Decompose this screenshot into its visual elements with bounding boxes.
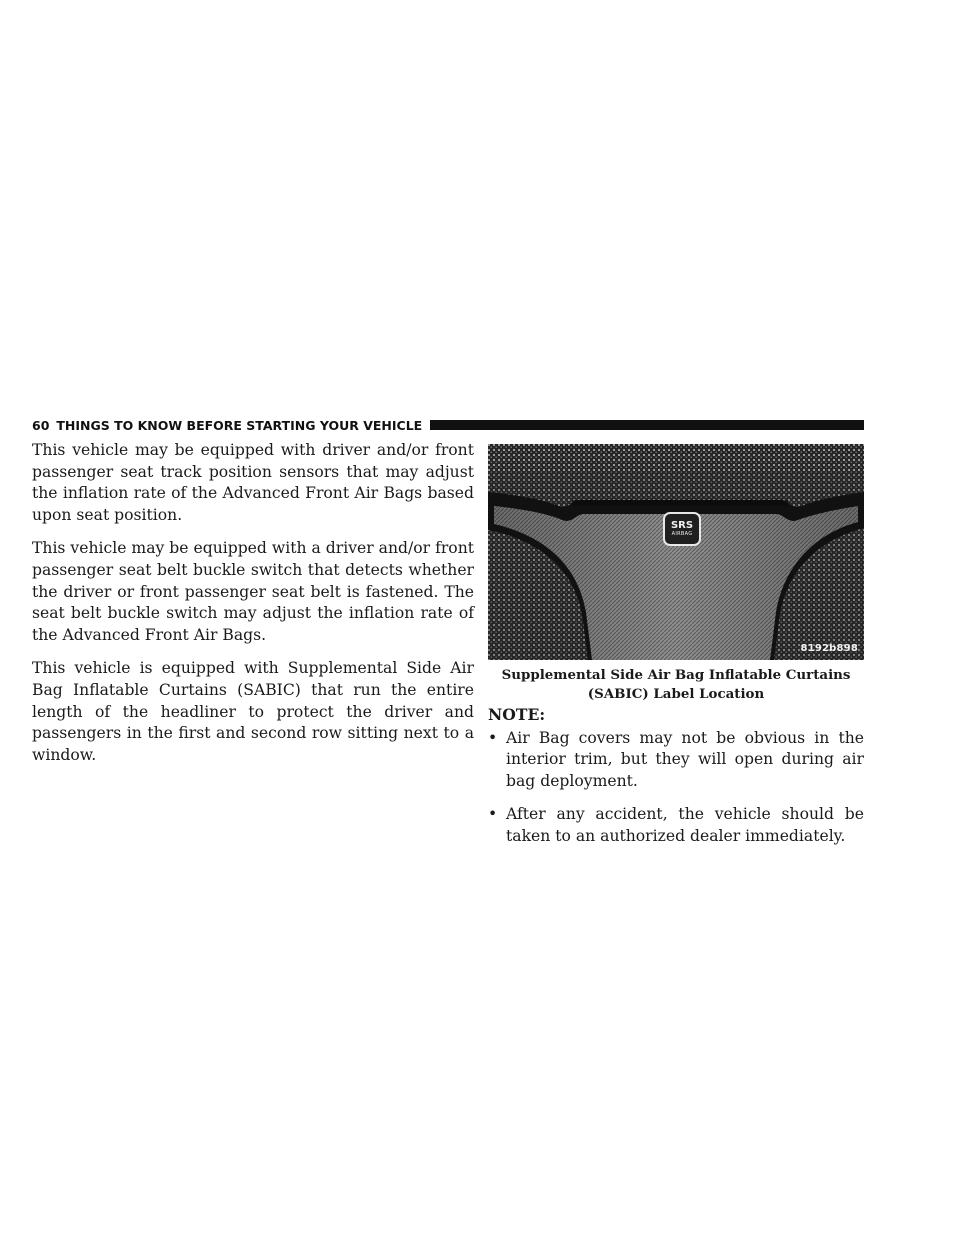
paragraph-seat-belt-buckle-switch: This vehicle may be equipped with a driver and/or front passenger seat belt buckle switch that detects whether the driver or front passenger seat belt is fastened. The seat belt buckle switch may adjust the inflation rate of the Advanced Front Air Bags.: [32, 539, 474, 644]
note-label: NOTE:: [488, 705, 546, 724]
note-item-after-accident: After any accident, the vehicle should be taken to an authorized dealer immediately.: [506, 805, 864, 845]
paragraph-seat-track-sensors: This vehicle may be equipped with driver and/or front passenger seat track position sensors that may adjust the inflation rate of the Advanced Front Air Bags based upon seat position.: [32, 441, 474, 524]
badge-srs-text: SRS: [670, 520, 694, 531]
header-rule: [430, 420, 864, 430]
paragraph-sabic: This vehicle is equipped with Supplemental Side Air Bag Inflatable Curtains (SABIC) that run the entire length of the headliner to protect the driver and passengers in the first and second row sitting next to a window.: [32, 659, 474, 764]
page-number: 60: [32, 417, 50, 433]
bullet-icon: •: [488, 805, 498, 824]
note-list: [488, 728, 864, 848]
sabic-label-figure: [488, 444, 864, 660]
figure-caption: [488, 666, 864, 704]
figure-id: 8192b898: [800, 643, 858, 654]
note-section: [488, 704, 864, 860]
body-text-column: [32, 440, 474, 778]
badge-airbag-text: AIRBAG: [671, 531, 693, 537]
page-header: [32, 417, 864, 433]
headliner-illustration: [488, 444, 864, 660]
list-item: [488, 728, 864, 793]
list-item: [488, 804, 864, 847]
section-title: THINGS TO KNOW BEFORE STARTING YOUR VEHICLE: [56, 417, 423, 433]
caption-line-1: Supplemental Side Air Bag Inflatable Curtains: [501, 667, 851, 683]
caption-line-2: (SABIC) Label Location: [587, 686, 765, 702]
bullet-icon: •: [488, 728, 498, 747]
srs-airbag-badge: [663, 512, 701, 546]
note-item-airbag-covers: Air Bag covers may not be obvious in the interior trim, but they will open during air bag deployment.: [506, 728, 864, 790]
